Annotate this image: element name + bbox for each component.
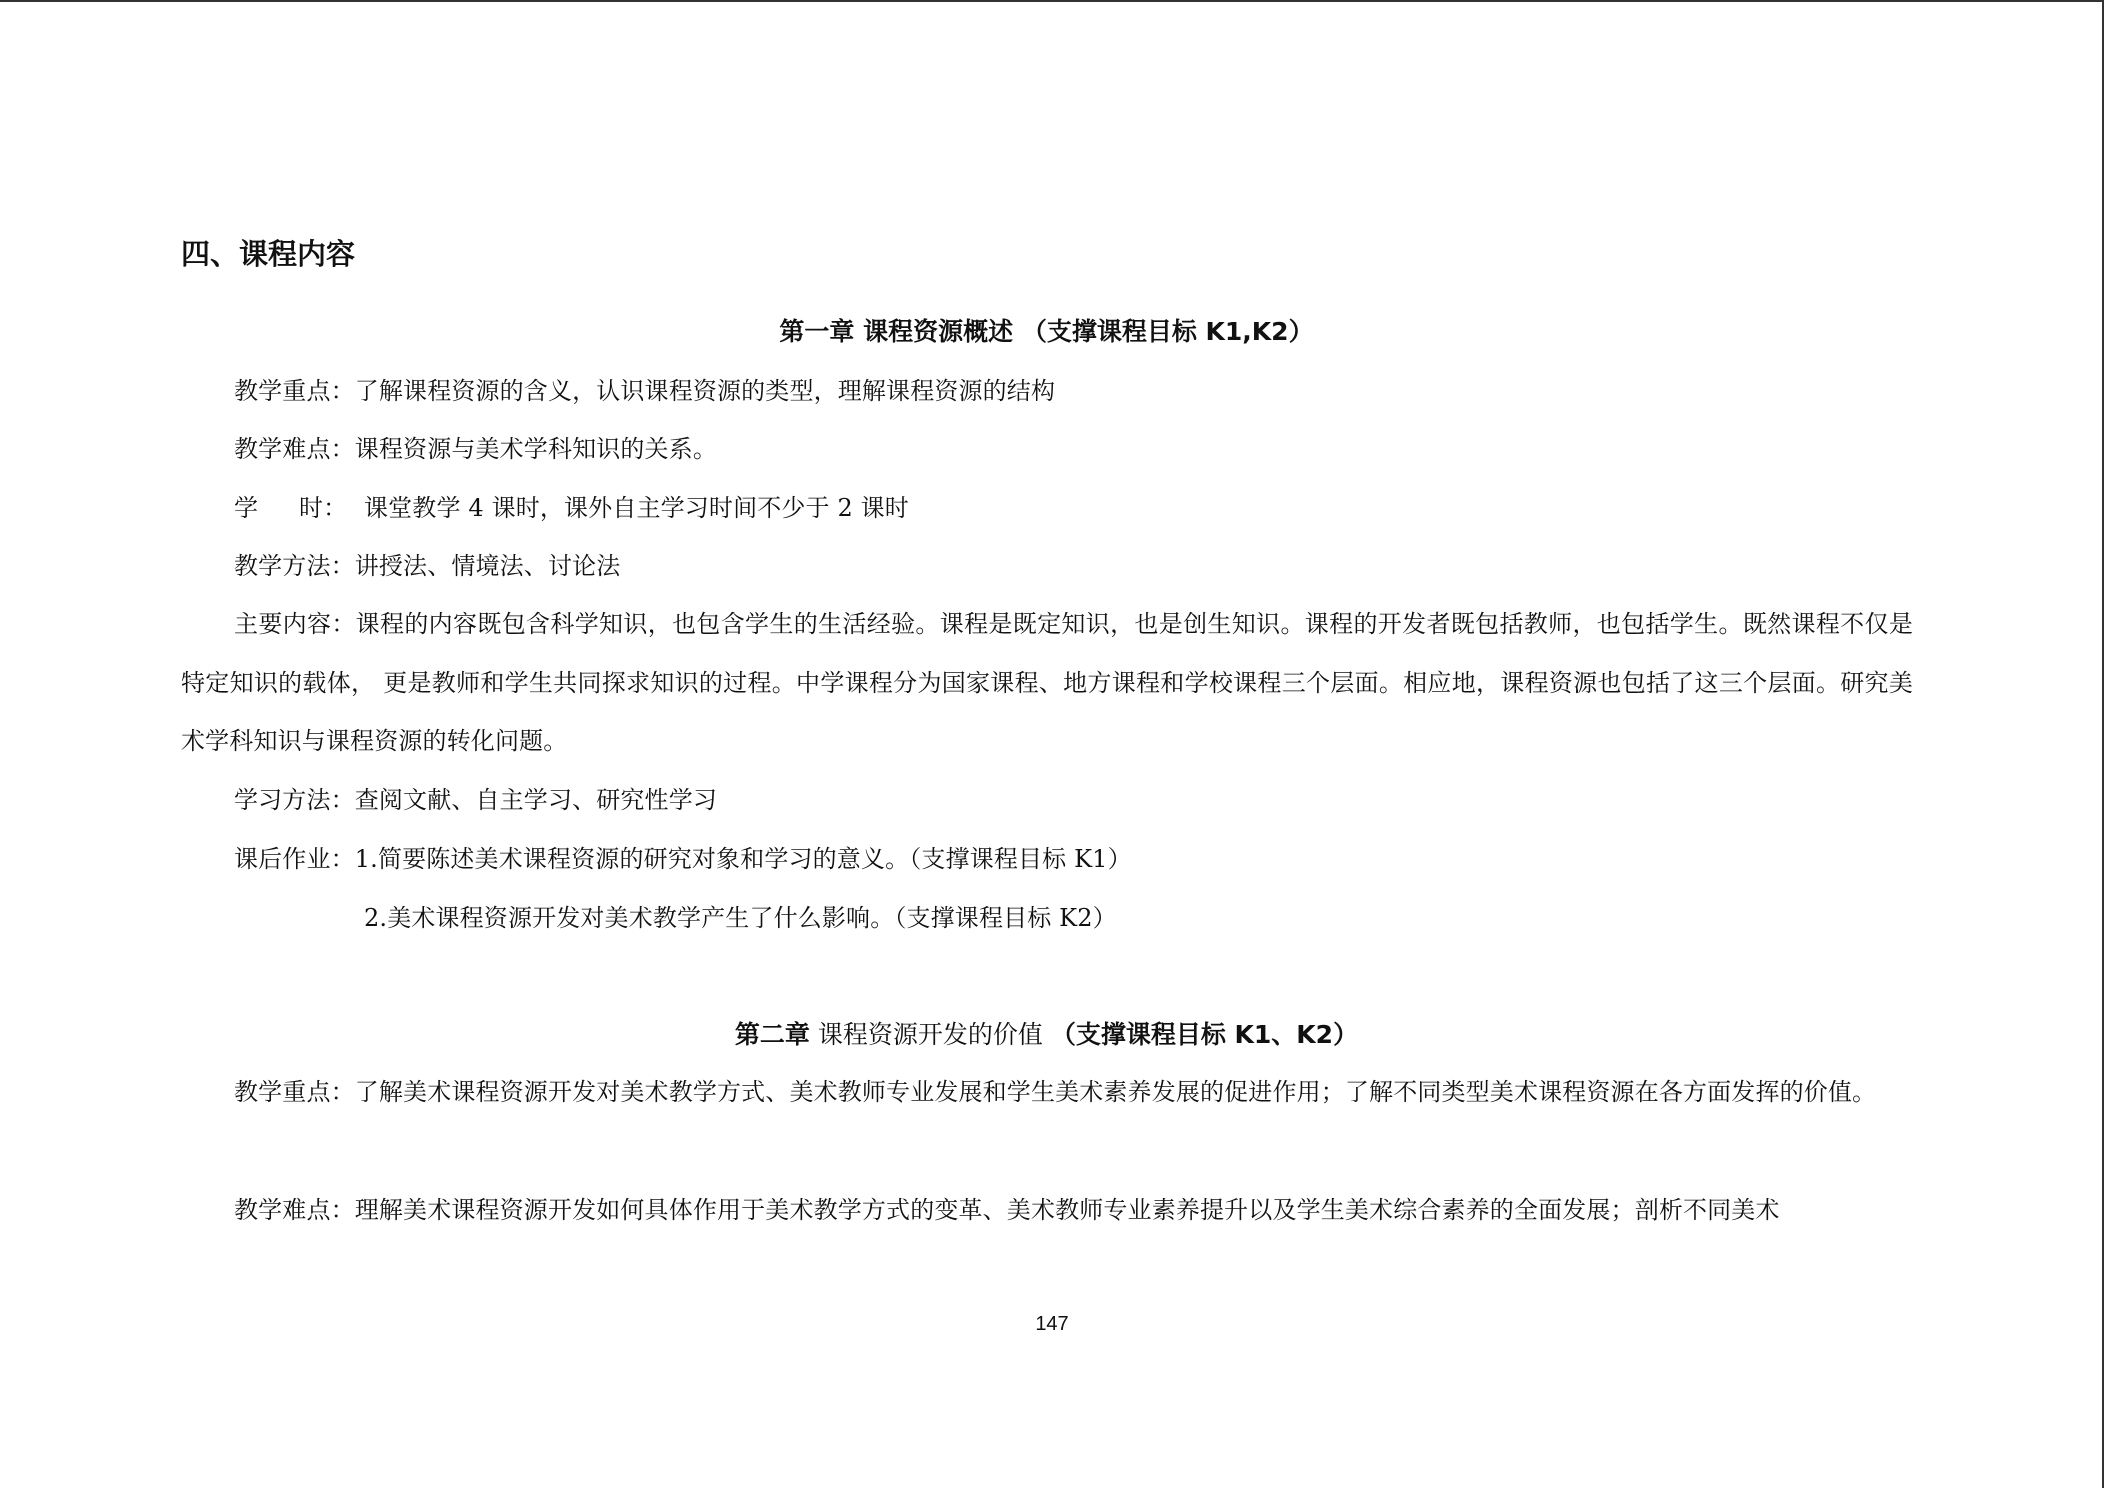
hours-label-a: 学: [234, 494, 259, 522]
chapter1-learning-methods: 学习方法：查阅文献、自主学习、研究性学习: [234, 786, 717, 814]
chapter1-homework-2: 2.美术课程资源开发对美术教学产生了什么影响。（支撑课程目标 K2）: [364, 904, 1117, 932]
chapter1-methods: 教学方法：讲授法、情境法、讨论法: [234, 552, 621, 580]
chapter1-title: [181, 312, 1912, 352]
chapter2-title-b: （支撑课程目标 K1、K2）: [1050, 1020, 1359, 1049]
chapter1-homework-1: 课后作业：1.简要陈述美术课程资源的研究对象和学习的意义。（支撑课程目标 K1）: [234, 845, 1132, 873]
page-number: 147: [1035, 1313, 1069, 1335]
chapter1-difficulties: 教学难点：课程资源与美术学科知识的关系。: [234, 435, 717, 463]
hours-text: 课堂教学 4 课时，课外自主学习时间不少于 2 课时: [364, 494, 909, 522]
hours-label: [234, 488, 364, 528]
chapter1-key-points: 教学重点：了解课程资源的含义，认识课程资源的类型，理解课程资源的结构: [234, 377, 1056, 405]
hours-label-b: 时：: [299, 494, 348, 522]
chapter2-title-a: 第二章: [734, 1020, 810, 1049]
chapter1-title-text: 第一章 课程资源概述 （支撑课程目标 K1,K2）: [779, 317, 1314, 346]
section-title: 四、课程内容: [181, 237, 356, 271]
chapter2-difficulties: 教学难点：理解美术课程资源开发如何具体作用于美术教学方式的变革、美术教师专业素养提升以及学生美术综合素养的全面发展；剖析不同美术: [234, 1196, 1780, 1224]
chapter2-key-points: 教学重点：了解美术课程资源开发对美术教学方式、美术教师专业发展和学生美术素养发展的促进作用；了解不同类型美术课程资源在各方面发挥的价值。: [234, 1078, 1877, 1106]
page-top-border: [0, 0, 2104, 2]
chapter2-title: [181, 1015, 1912, 1055]
chapter1-hours: [234, 488, 909, 528]
chapter2-title-middle: 课程资源开发的价值: [809, 1020, 1051, 1049]
chapter1-main-content: 主要内容：课程的内容既包含科学知识，也包含学生的生活经验。课程是既定知识，也是创生知识。课程的开发者既包括教师，也包括学生。既然课程不仅是特定知识的载体， 更是教师和学生共同探求知识的过程。中学课程分为国家课程、地方课程和学校课程三个层面。相应地，课程资源也包括了这三个层面。研究美术学科知识与课程资源的转化问题。: [181, 610, 1913, 755]
